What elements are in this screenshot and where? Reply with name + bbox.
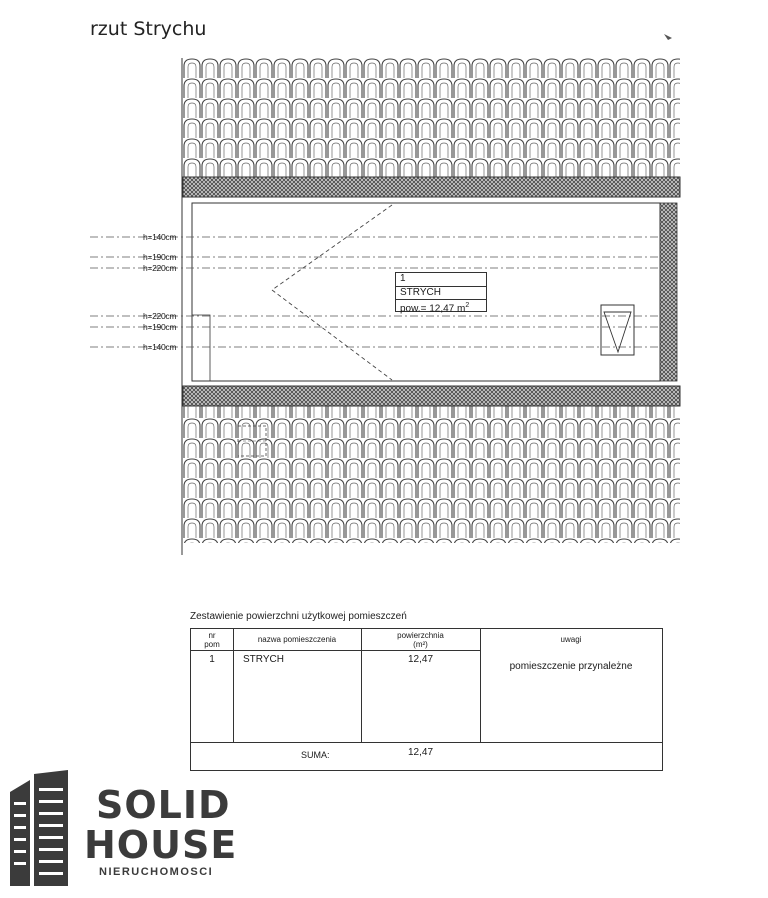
logo-text-subtitle: NIERUCHOMOSCI: [99, 866, 214, 878]
height-label: h=140cm: [143, 342, 177, 352]
wall-lower: [183, 386, 680, 406]
height-label: h=220cm: [143, 311, 177, 321]
room-number: 1: [396, 273, 486, 287]
arrow-icon: [664, 34, 672, 40]
roof-tiles-upper: [183, 58, 680, 178]
row-name: STRYCH: [243, 654, 284, 665]
row-note: pomieszczenie przynależne: [509, 661, 633, 672]
table-title: Zestawienie powierzchni użytkowej pomieszczeń: [190, 611, 407, 622]
row-area: 12,47: [407, 654, 434, 665]
header-name: nazwa pomieszczenia: [257, 635, 337, 644]
sum-label: SUMA:: [301, 750, 330, 760]
page-title: rzut Strychu: [90, 18, 207, 40]
area-table: [190, 628, 663, 771]
height-label: h=220cm: [143, 263, 177, 273]
sum-value: 12,47: [407, 747, 434, 758]
height-label: h=190cm: [143, 322, 177, 332]
header-area: powierzchnia (m²): [397, 631, 444, 649]
row-nr: 1: [209, 654, 215, 665]
height-label: h=190cm: [143, 252, 177, 262]
wall-right: [660, 203, 677, 381]
logo-text-solid: SOLID: [96, 783, 231, 827]
logo-text-house: HOUSE: [84, 823, 238, 867]
room-name: STRYCH: [396, 287, 486, 301]
roof-tiles-lower: [183, 406, 680, 543]
height-label: h=140cm: [143, 232, 177, 242]
roof-window: [601, 305, 634, 355]
room-tag: [395, 272, 487, 315]
room-area: pow.= 12,47 $m^2$: [400, 302, 470, 315]
wall-upper: [183, 177, 680, 197]
building-logo-icon: [8, 770, 70, 888]
header-notes: uwagi: [560, 635, 582, 644]
header-nr: nr pom: [204, 631, 220, 649]
